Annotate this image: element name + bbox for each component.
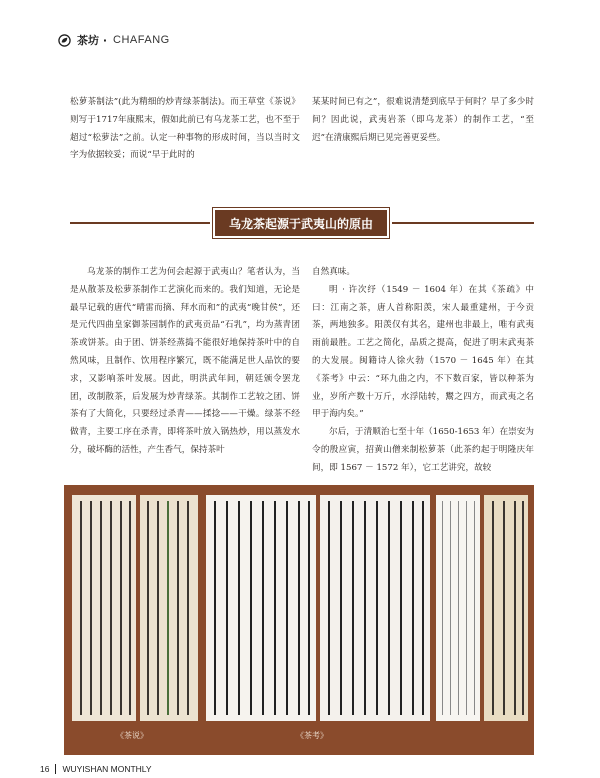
leaf-logo-icon xyxy=(58,34,71,47)
banner-rule-right xyxy=(392,222,534,224)
body-left-column: 乌龙茶的制作工艺为何会起源于武夷山？笔者认为，当是从散茶及松萝茶制作工艺演化而来的。我们知道，无论是最早记载的唐代“晴雷而摘、拜水而和”的武夷“晚甘侯”，还是元代四曲皇家御茶园制作的武夷贡品“石乳”，均为蒸青团茶或饼茶。由于团、饼茶经蒸捣不能很好地保持茶叶中的自然风味，且制作、饮用程序繁冗，既不能满足世人品饮的要求，又影响茶叶发展。因此，明洪武年间，朝廷颁令罢龙团，改制散茶，后发展为炒青绿茶。其制作工艺较之团、饼茶有了大简化，只要经过杀青——揉捻——干燥。绿茶不经做青，主要工序在杀青，即将茶叶放入锅热炒，用以蒸发水分，破坏酶的活性，产生香气，保持茶叶 xyxy=(70,267,300,455)
chashuo-manuscript-image-1 xyxy=(72,495,136,721)
footer-divider xyxy=(55,764,56,774)
body-paragraph: 明 · 许次纾（1549 － 1604 年）在其《茶疏》中曰：江南之茶，唐人首称阳羡，宋人最重建州，于今贡茶，两地独多。阳羡仅有其名，建州也非最上，唯有武夷雨前最胜。工艺之简化，品质之提高，促进了明末武夷茶的大发展。闽籍诗人徐火勃（1570 － 1645 年）在其《茶考》中云：“环九曲之内，不下数百家，皆以种茶为业，岁所产数十万斤，水浮陆转，鬻之四方，而武夷之名甲于海内矣。” xyxy=(312,284,534,420)
body-right-column xyxy=(312,264,534,478)
section-header xyxy=(58,32,170,48)
banner-rule-left xyxy=(70,222,210,224)
ruled-manuscript-image xyxy=(436,495,480,721)
magazine-name: WUYISHAN MONTHLY xyxy=(62,764,152,774)
top-right-paragraph: 某某时间已有之”，很难说清楚到底早于何时？早了多少时间？因此说，武夷岩茶（即乌龙茶）的制作工艺，“至迟”在清康熙后期已见完善更妥些。 xyxy=(312,97,534,143)
top-left-paragraph: 松萝茶制法”(此为精细的炒青绿茶制法)。而王草堂《茶说》则写于1717年康熙末，假如此前已有乌龙茶工艺，也不至于超过“松萝法”之前。认定一种事物的形成时间，当以当时文字为依据较妥；而说“早于此时的 xyxy=(70,97,300,161)
caption-chashuo: 《茶说》 xyxy=(116,731,148,740)
chakao-manuscript-image-1 xyxy=(206,495,316,721)
manuscript-photo-panel xyxy=(64,485,534,755)
body-paragraph: 自然真味。 xyxy=(312,267,355,277)
chakao-manuscript-image-2 xyxy=(320,495,430,721)
body-paragraph: 尔后，于清顺治七至十年（1650-1653 年）在崇安为令的殷应寅，招黄山僧来制松萝茶（此茶约起于明隆庆年间，即 1567 － 1572 年），它工艺讲究，故较 xyxy=(312,427,534,473)
header-en: CHAFANG xyxy=(113,34,170,46)
section-title: 乌龙茶起源于武夷山的原由 xyxy=(215,210,387,236)
header-zh: 茶坊 · xyxy=(77,34,108,47)
caption-chakao: 《茶考》 xyxy=(296,731,328,740)
aged-manuscript-image xyxy=(484,495,528,721)
page-number: 16 xyxy=(40,764,50,774)
chashuo-manuscript-image-2 xyxy=(140,495,198,721)
page-footer xyxy=(40,764,152,774)
